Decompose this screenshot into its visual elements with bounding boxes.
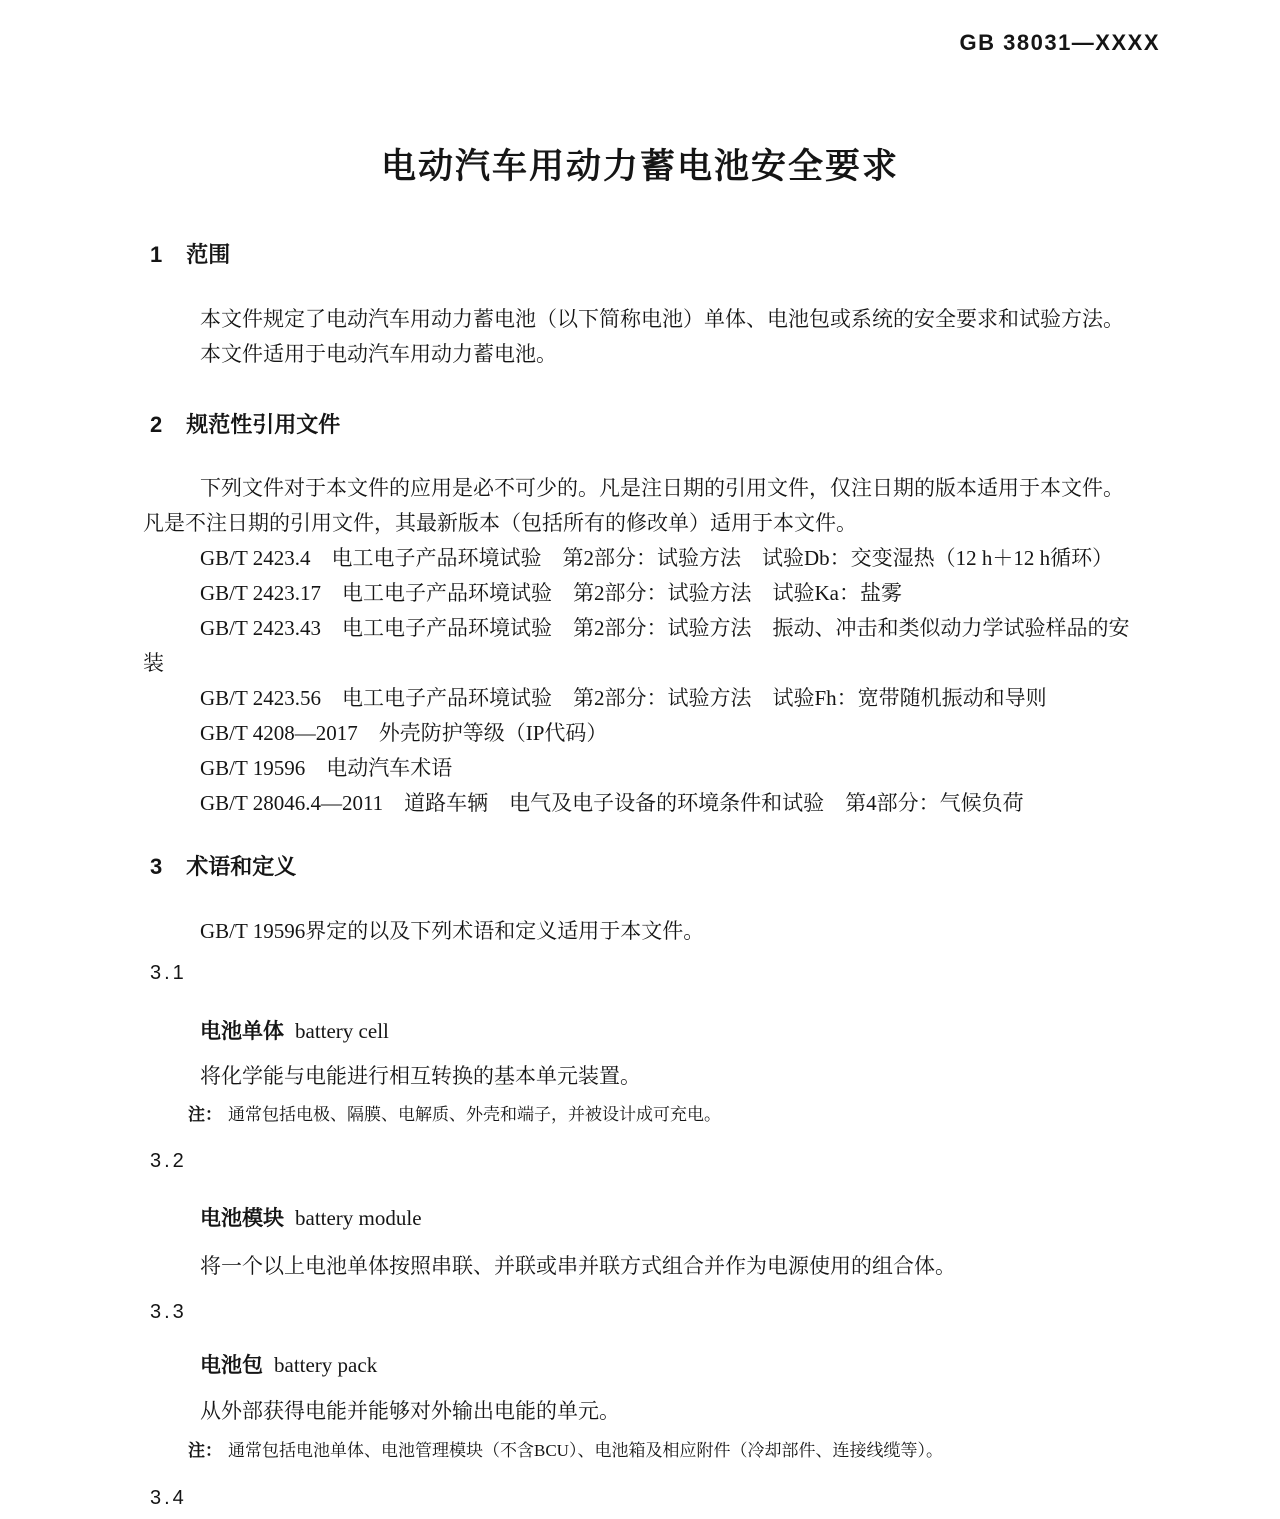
- term-definition: 从外部获得电能并能够对外输出电能的单元。: [200, 1399, 620, 1423]
- reference-item: GB/T 2423.43 电工电子产品环境试验 第2部分：试验方法 振动、冲击和类似动力学试验样品的安: [200, 616, 1130, 640]
- section-heading-scope: [143, 238, 1180, 269]
- note-label: 注：: [188, 1441, 222, 1460]
- paragraph: 本文件规定了电动汽车用动力蓄电池（以下简称电池）单体、电池包或系统的安全要求和试验方法。: [200, 307, 1124, 331]
- reference-item: GB/T 28046.4—2011 道路车辆 电气及电子设备的环境条件和试验 第4部分：气候负荷: [200, 791, 1024, 815]
- clause-number-3-1: 3.1: [150, 962, 187, 984]
- reference-item: GB/T 2423.56 电工电子产品环境试验 第2部分：试验方法 试验Fh：宽带随机振动和导则: [200, 686, 1047, 710]
- term-definition: 将化学能与电能进行相互转换的基本单元装置。: [200, 1064, 641, 1088]
- term-en: battery pack: [274, 1353, 378, 1377]
- section-title: 术语和定义: [186, 854, 297, 879]
- term-en: battery module: [295, 1206, 422, 1230]
- term-zh: 电池包: [200, 1354, 263, 1377]
- paragraph: GB/T 19596界定的以及下列术语和定义适用于本文件。: [200, 919, 705, 943]
- reference-item: GB/T 2423.17 电工电子产品环境试验 第2部分：试验方法 试验Ka：盐雾: [200, 581, 902, 605]
- section-number: 2: [150, 412, 163, 437]
- term-note: [143, 1100, 1218, 1125]
- term-note: [143, 1436, 1218, 1461]
- section-heading-terms-definitions: [143, 850, 1180, 881]
- clause-number-3-3: 3.3: [150, 1301, 187, 1323]
- paragraph: 本文件适用于电动汽车用动力蓄电池。: [200, 342, 557, 366]
- paragraph: 凡是不注日期的引用文件，其最新版本（包括所有的修改单）适用于本文件。: [143, 511, 857, 535]
- term-heading: [143, 1202, 1230, 1232]
- reference-item: GB/T 2423.4 电工电子产品环境试验 第2部分：试验方法 试验Db：交变湿热（12 h＋12 h循环）: [200, 546, 1114, 570]
- term-en: battery cell: [295, 1019, 389, 1043]
- note-text: 通常包括电池单体、电池管理模块（不含BCU）、电池箱及相应附件（冷却部件、连接线缆等）。: [228, 1441, 943, 1460]
- term-heading: [143, 1349, 1230, 1379]
- document-title: 电动汽车用动力蓄电池安全要求: [380, 147, 899, 186]
- clause-number-3-2: 3.2: [150, 1150, 187, 1172]
- reference-item: GB/T 19596 电动汽车术语: [200, 756, 453, 780]
- term-zh: 电池单体: [200, 1020, 284, 1043]
- section-number: 3: [150, 854, 163, 879]
- section-title: 范围: [186, 242, 231, 267]
- section-title: 规范性引用文件: [186, 412, 341, 437]
- term-zh: 电池模块: [200, 1207, 284, 1230]
- term-definition: 将一个以上电池单体按照串联、并联或串并联方式组合并作为电源使用的组合体。: [200, 1254, 956, 1278]
- section-number: 1: [150, 242, 163, 267]
- note-label: 注：: [188, 1105, 222, 1124]
- reference-item: GB/T 4208—2017 外壳防护等级（IP代码）: [200, 721, 608, 745]
- note-text: 通常包括电极、隔膜、电解质、外壳和端子，并被设计成可充电。: [228, 1105, 721, 1124]
- paragraph: 下列文件对于本文件的应用是必不可少的。凡是注日期的引用文件，仅注日期的版本适用于本文件。: [200, 476, 1124, 500]
- reference-item-continuation: 装: [143, 651, 164, 675]
- doc-number: GB 38031—XXXX: [959, 30, 1160, 55]
- term-heading: [143, 1015, 1230, 1045]
- clause-number-3-4: 3.4: [150, 1487, 187, 1509]
- section-heading-normative-references: [143, 408, 1180, 439]
